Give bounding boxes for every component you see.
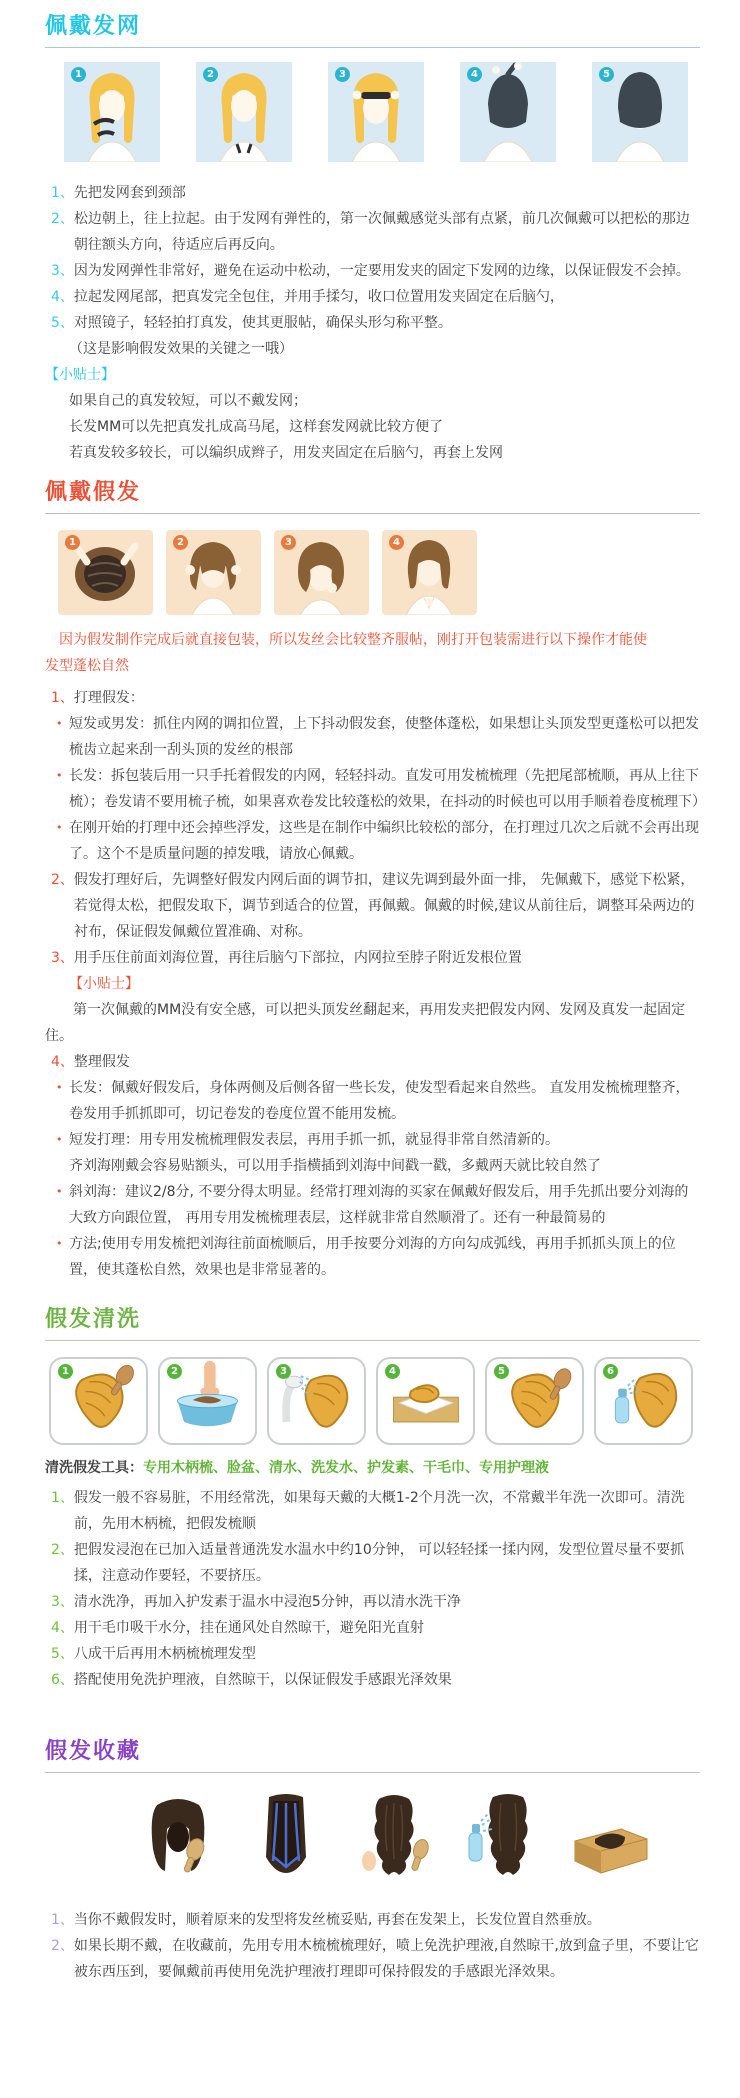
storage-title: 假发收藏	[45, 1739, 142, 1764]
item-text: 当你不戴假发时，顺着原来的发型将发丝梳妥贴, 再套在发架上，长发位置自然垂放。	[73, 1912, 601, 1928]
hairnet-title: 佩戴发网	[45, 14, 142, 39]
item-text: 整理假发	[73, 1054, 130, 1070]
wig-step-tile-4	[382, 530, 477, 615]
bottom-spacer	[0, 1985, 740, 2055]
item-number: 1、	[51, 1912, 74, 1928]
list-item	[45, 945, 700, 971]
wig-intro-line2: 发型蓬松自然	[45, 658, 129, 674]
item-number: 1、	[51, 1490, 74, 1506]
step-number-badge: 1	[71, 67, 86, 82]
item-text: 假发一般不容易脏，不用经常洗，如果每天戴的大概1-2个月洗一次，不常戴半年洗一次即可。清洗前，先用木柄梳，把假发梳顺	[73, 1490, 685, 1532]
list-item	[45, 1615, 700, 1641]
list-item	[45, 180, 700, 206]
item-text: 斜刘海：建议2/8分, 不要分得太明显。经常打理刘海的买家在佩戴好假发后，用手先抓出要分刘海的大致方向跟位置， 再用专用发梳梳理表层，这样就非常自然顺滑了。还有一种最简易的	[69, 1184, 689, 1226]
item-number: 3、	[51, 263, 74, 279]
item-number: 1、	[51, 690, 74, 706]
item-text: 拉起发网尾部，把真发完全包住，并用手揉匀，收口位置用发夹固定在后脑勺，	[73, 289, 564, 305]
storage-fig-inner-net	[241, 1789, 331, 1879]
wash-step-tile-4	[376, 1357, 475, 1445]
item-text: 用干毛巾吸干水分，挂在通风处自然晾干，避免阳光直射	[73, 1620, 424, 1636]
item-text: 在刚开始的打理中还会掉些浮发，这些是在制作中编织比较松的部分，在打理过几次之后就不会再出现了。这个不是质量问题的掉发哦，请放心佩戴。	[69, 820, 699, 862]
storage-fig-box	[565, 1789, 655, 1879]
wig-tip-text: 第一次佩戴的MM没有安全感，可以把头顶发丝翻起来，再用发夹把假发内网、发网及真发一起固定住。	[45, 1002, 686, 1044]
wash-instructions	[45, 1485, 700, 1693]
item-number: 2、	[51, 1542, 74, 1558]
wig-step-tile-3	[274, 530, 369, 615]
storage-wig-comb-illustration	[133, 1789, 223, 1879]
step-number-badge: 3	[276, 1364, 291, 1379]
storage-spray-wig-illustration	[457, 1789, 547, 1879]
list-item	[45, 1589, 700, 1615]
hairnet-step-tile-4	[460, 62, 556, 162]
storage-fig-comb-long-wig	[349, 1789, 439, 1879]
item-text: 先把发网套到颈部	[73, 185, 186, 201]
wig-divider	[45, 513, 700, 514]
wash-step-tile-6	[594, 1357, 693, 1445]
step-number-badge: 6	[603, 1364, 618, 1379]
list-item	[45, 1907, 700, 1933]
hairnet-step-tile-5	[592, 62, 688, 162]
list-item	[45, 685, 700, 711]
item-text: 如果长期不戴，在收藏前，先用专用木梳梳梳理好，喷上免洗护理液,自然晾干,放到盒子里，不要让它被东西压到，要佩戴前再使用免洗护理液打理即可保持假发的手感跟光泽效果。	[73, 1938, 699, 1980]
storage-figures-row	[133, 1789, 700, 1879]
wig-instructions	[45, 685, 706, 1283]
wash-title: 假发清洗	[45, 1307, 142, 1332]
storage-fig-comb-wig	[133, 1789, 223, 1879]
item-number: 4、	[51, 289, 74, 305]
hairnet-step-tile-1	[64, 62, 160, 162]
list-item	[45, 815, 700, 867]
item-text: 清水洗净，再加入护发素于温水中浸泡5分钟，再以清水洗干净	[73, 1594, 461, 1610]
step-number-badge: 2	[173, 535, 188, 550]
bullet-dot: •	[56, 821, 63, 834]
step-number-badge: 2	[203, 67, 218, 82]
item-text: 短发打理：用专用发梳梳理假发表层，再用手抓一抓，就显得非常自然清新的。	[69, 1132, 559, 1148]
item-text: 对照镜子，轻轻拍打真发，使其更服帖，确保头形匀称平整。	[73, 315, 452, 331]
step-number-badge: 5	[494, 1364, 509, 1379]
list-item	[45, 1537, 700, 1589]
item-text: 八成干后再用木柄梳梳理发型	[73, 1646, 256, 1662]
hairnet-tip-title: 【小贴士】	[45, 367, 115, 383]
item-text: 假发打理好后，先调整好假发内网后面的调节扣，建议先调到最外面一排， 先佩戴下，感觉下松紧，若觉得太松，把假发取下，调节到适合的位置，再佩戴。佩戴的时候,建议从前往后，调整耳朵两边的衬布，保证假发佩戴位置准确、对称。	[73, 872, 695, 940]
section-wig	[0, 480, 740, 1283]
list-item	[45, 1641, 700, 1667]
storage-long-wig-hand-illustration	[349, 1789, 439, 1879]
wig-steps-row	[58, 530, 700, 615]
item-text: 用手压住前面刘海位置，再往后脑勺下部拉，内网拉至脖子附近发根位置	[73, 950, 522, 966]
item-number: 5、	[51, 315, 74, 331]
hairnet-tip-line: 若真发较多较长，可以编织成辫子，用发夹固定在后脑勺，再套上发网	[69, 445, 503, 461]
list-item	[45, 258, 700, 284]
item-text: 把假发浸泡在已加入适量普通洗发水温水中约10分钟， 可以轻轻揉一揉内网，发型位置尽量不要抓揉，注意动作要轻，不要挤压。	[73, 1542, 685, 1584]
item-number: 3、	[51, 1594, 74, 1610]
item-text: 因为发网弹性非常好，避免在运动中松动，一定要用发夹的固定下发网的边缘，以保证假发不会掉。	[73, 263, 690, 279]
wig-intro	[45, 627, 700, 679]
list-item	[45, 206, 700, 258]
item-number: 2、	[51, 872, 74, 888]
storage-fig-spray-wig	[457, 1789, 547, 1879]
item-text: 搭配使用免洗护理液，自然晾干，以保证假发手感跟光泽效果	[73, 1672, 452, 1688]
list-item	[45, 1933, 700, 1985]
item-number: 3、	[51, 950, 74, 966]
list-item	[45, 1231, 700, 1283]
step-number-badge: 3	[335, 67, 350, 82]
wash-step-tile-2	[158, 1357, 257, 1445]
list-item	[45, 284, 700, 310]
section-hairnet	[0, 14, 740, 466]
hairnet-instructions	[45, 180, 700, 466]
hairnet-step-tile-2	[196, 62, 292, 162]
item-number: 2、	[51, 1938, 74, 1954]
list-item	[45, 1179, 700, 1231]
wig-tip-title: 【小贴士】	[69, 976, 139, 992]
step-number-badge: 3	[281, 535, 296, 550]
list-item-continuation: 齐刘海刚戴会容易贴额头，可以用手指横插到刘海中间戳一戳，多戴两天就比较自然了	[69, 1158, 601, 1174]
item-text: 短发或男发：抓住内网的调扣位置，上下抖动假发套，使整体蓬松，如果想让头顶发型更蓬松可以把发梳齿立起来刮一刮头顶的发丝的根部	[69, 716, 699, 758]
wash-steps-row	[49, 1357, 700, 1445]
section-storage	[0, 1739, 740, 1985]
item-number: 4、	[51, 1054, 74, 1070]
item-number: 2、	[51, 211, 74, 227]
list-item	[45, 1127, 700, 1153]
wash-divider	[45, 1340, 700, 1341]
bullet-dot: •	[56, 1237, 63, 1250]
bullet-dot: •	[56, 1185, 63, 1198]
hairnet-step-tile-3	[328, 62, 424, 162]
storage-inner-net-illustration	[241, 1789, 331, 1879]
storage-box-illustration	[565, 1789, 655, 1879]
wig-title: 佩戴假发	[45, 480, 142, 505]
wig-step-tile-2	[166, 530, 261, 615]
hairnet-divider	[45, 47, 700, 48]
wig-guide-page	[0, 14, 740, 2055]
bullet-dot: •	[56, 1133, 63, 1146]
step-number-badge: 1	[65, 535, 80, 550]
bullet-dot: •	[56, 1081, 63, 1094]
item-text: 长发：佩戴好假发后，身体两侧及后侧各留一些长发，使发型看起来自然些。 直发用发梳梳理整齐，卷发用手抓抓即可，切记卷发的卷度位置不能用发梳。	[69, 1080, 690, 1122]
hairnet-tip-line: 长发MM可以先把真发扎成高马尾，这样套发网就比较方便了	[69, 419, 444, 435]
item-text: 松边朝上，往上拉起。由于发网有弹性的，第一次佩戴感觉头部有点紧，前几次佩戴可以把松的那边朝往额头方向，待适应后再反向。	[73, 211, 690, 253]
step-number-badge: 5	[599, 67, 614, 82]
item-text: 方法;使用专用发梳把刘海往前面梳顺后，用手按要分刘海的方向勾成弧线，再用手抓抓头顶上的位置，使其蓬松自然，效果也是非常显著的。	[69, 1236, 676, 1278]
hairnet-note: （这是影响假发效果的关键之一哦）	[69, 341, 293, 357]
step-number-badge: 4	[389, 535, 404, 550]
bullet-dot: •	[56, 717, 63, 730]
list-item	[45, 1049, 700, 1075]
bullet-dot: •	[56, 769, 63, 782]
list-item	[45, 1075, 700, 1127]
hairnet-steps-row	[64, 62, 700, 162]
wig-intro-line1: 因为假发制作完成后就直接包装，所以发丝会比较整齐服帖，刚打开包装需进行以下操作才能使	[59, 632, 647, 648]
item-number: 5、	[51, 1646, 74, 1662]
item-text: 长发：拆包装后用一只手托着假发的内网，轻轻抖动。直发可用发梳梳理（先把尾部梳顺，再从上往下梳）；卷发请不要用梳子梳，如果喜欢卷发比较蓬松的效果，在抖动的时候也可以用手顺着卷度梳理下）	[69, 768, 706, 810]
wash-step-tile-5	[485, 1357, 584, 1445]
storage-divider	[45, 1772, 700, 1773]
hairnet-tip-line: 如果自己的真发较短，可以不戴发网；	[69, 393, 307, 409]
step-number-badge: 1	[58, 1364, 73, 1379]
list-item	[45, 310, 700, 336]
list-item	[45, 763, 706, 815]
list-item	[45, 867, 700, 945]
step-number-badge: 4	[385, 1364, 400, 1379]
wash-step-tile-1	[49, 1357, 148, 1445]
wig-step-tile-1	[58, 530, 153, 615]
list-item	[45, 711, 700, 763]
item-number: 4、	[51, 1620, 74, 1636]
list-item	[45, 1667, 700, 1693]
item-number: 1、	[51, 185, 74, 201]
item-text: 打理假发：	[73, 690, 144, 706]
step-number-badge: 2	[167, 1364, 182, 1379]
step-number-badge: 4	[467, 67, 482, 82]
wash-tools-line	[45, 1455, 700, 1481]
section-wash	[0, 1307, 740, 1693]
item-number: 6、	[51, 1672, 74, 1688]
wash-tools-list: 专用木柄梳、脸盆、清水、洗发水、护发素、干毛巾、专用护理液	[143, 1460, 549, 1476]
wash-step-tile-3	[267, 1357, 366, 1445]
list-item	[45, 1485, 700, 1537]
wash-tools-label: 清洗假发工具：	[45, 1460, 143, 1476]
storage-instructions	[45, 1907, 700, 1985]
